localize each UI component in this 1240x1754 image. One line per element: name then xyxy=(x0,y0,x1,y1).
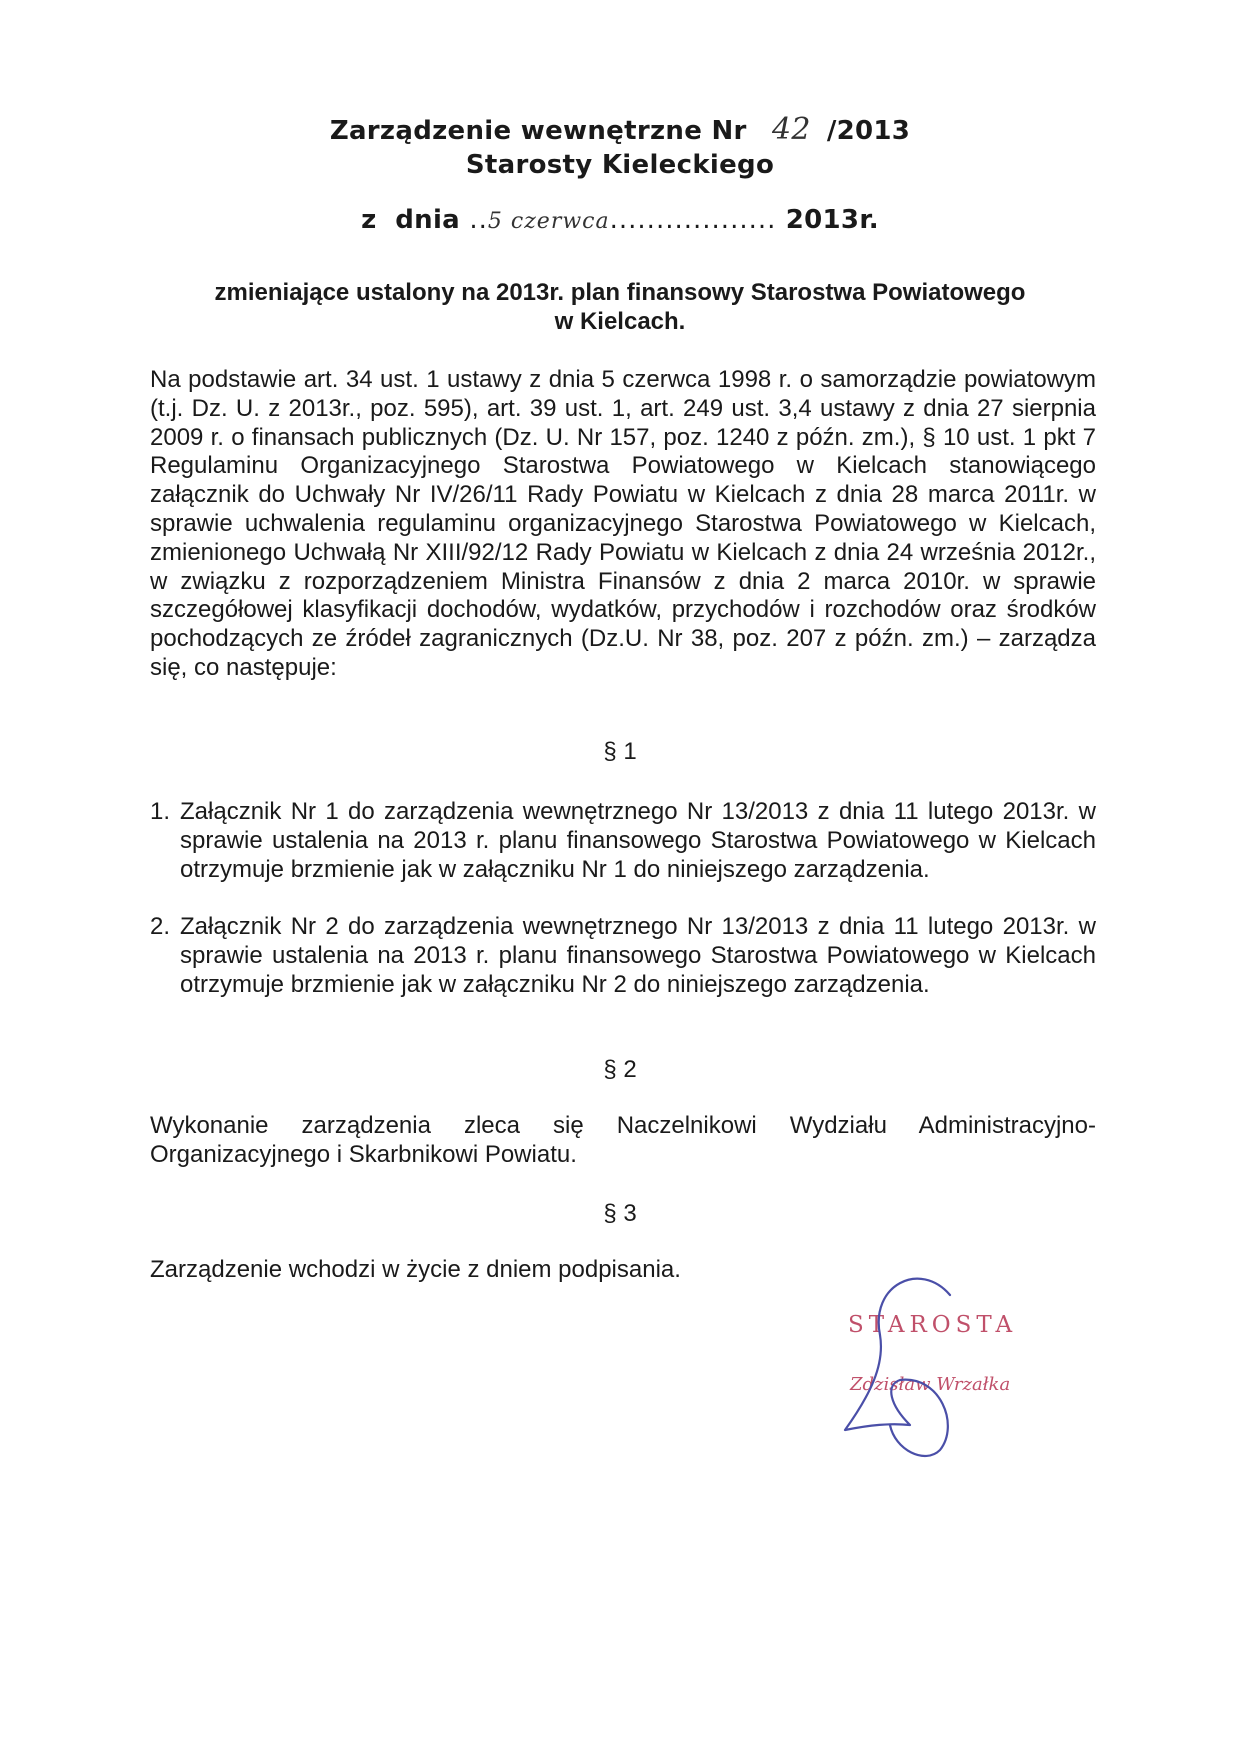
section-2-mark: § 2 xyxy=(603,1056,637,1083)
date-suffix: 2013r. xyxy=(785,205,879,235)
title-line-3 xyxy=(0,205,1240,235)
subject xyxy=(150,278,1090,336)
section-3-text: Zarządzenie wchodzi w życie z dniem podpisania. xyxy=(150,1256,681,1283)
title-line-2: Starosty Kieleckiego xyxy=(465,150,775,180)
item-text: Załącznik Nr 2 do zarządzenia wewnętrznego Nr 13/2013 z dnia 11 lutego 2013r. w sprawie ustalenia na 2013 r. planu finansowego Starostwa Powiatowego w Kielcach otrzymuje brzmienie jak w załączniku Nr 2 do niniejszego zarządzenia. xyxy=(180,913,1096,998)
stamp-title: STAROSTA xyxy=(848,1312,1018,1338)
stamp-name: Zdzisław Wrzałka xyxy=(850,1374,1011,1395)
handwritten-date: 5 czerwca xyxy=(487,209,610,234)
section-1-item-1 xyxy=(150,797,1096,884)
date-dots-right: .................. xyxy=(609,205,777,235)
section-1-mark: § 1 xyxy=(603,738,637,765)
preamble: Na podstawie art. 34 ust. 1 ustawy z dnia 5 czerwca 1998 r. o samorządzie powiatowym (t.j. Dz. U. z 2013r., poz. 595), art. 39 ust. 1, art. 249 ust. 3,4 ustawy z dnia 27 sierpnia 2009 r. o finansach publicznych (Dz. U. Nr 157, poz. 1240 z późn. zm.), § 10 ust. 1 pkt 7 Regulaminu Organizacyjnego Starostwa Powiatowego w Kielcach stanowiącego załącznik do Uchwały Nr IV/26/11 Rady Powiatu w Kielcach z dnia 28 marca 2011r. w sprawie uchwalenia regulaminu organizacyjnego Starostwa Powiatowego w Kielcach, zmienionego Uchwałą Nr XIII/92/12 Rady Powiatu w Kielcach z dnia 24 września 2012r., w związku z rozporządzeniem Ministra Finansów z dnia 2 marca 2010r. w sprawie szczegółowej klasyfikacji dochodów, wydatków, przychodów i rozchodów oraz środków pochodzących ze źródeł zagranicznych (Dz.U. Nr 38, poz. 207 z późn. zm.) – zarządza się, co następuje: xyxy=(150,366,1096,681)
section-2-text: Wykonanie zarządzenia zleca się Naczelnikowi Wydziału Administracyjno-Organizacyjnego i Skarbnikowi Powiatu. xyxy=(150,1112,1096,1168)
item-number: 2. xyxy=(150,913,171,940)
date-prefix: z dnia xyxy=(361,205,461,235)
handwritten-signature xyxy=(830,1265,980,1465)
title-prefix: Zarządzenie wewnętrzne Nr xyxy=(329,116,747,146)
item-number: 1. xyxy=(150,798,171,825)
date-dots-left: .. xyxy=(469,205,488,235)
section-1-item-2 xyxy=(150,912,1096,999)
title-line-1 xyxy=(0,112,1240,147)
handwritten-number: 42 xyxy=(772,112,811,147)
subject-line-1: zmieniające ustalony na 2013r. plan finansowy Starostwa Powiatowego xyxy=(214,279,1026,306)
subject-line-2: w Kielcach. xyxy=(554,308,686,335)
section-3-mark: § 3 xyxy=(603,1200,637,1227)
item-text: Załącznik Nr 1 do zarządzenia wewnętrznego Nr 13/2013 z dnia 11 lutego 2013r. w sprawie ustalenia na 2013 r. planu finansowego Starostwa Powiatowego w Kielcach otrzymuje brzmienie jak w załączniku Nr 1 do niniejszego zarządzenia. xyxy=(180,798,1096,883)
title-year: /2013 xyxy=(826,116,911,146)
